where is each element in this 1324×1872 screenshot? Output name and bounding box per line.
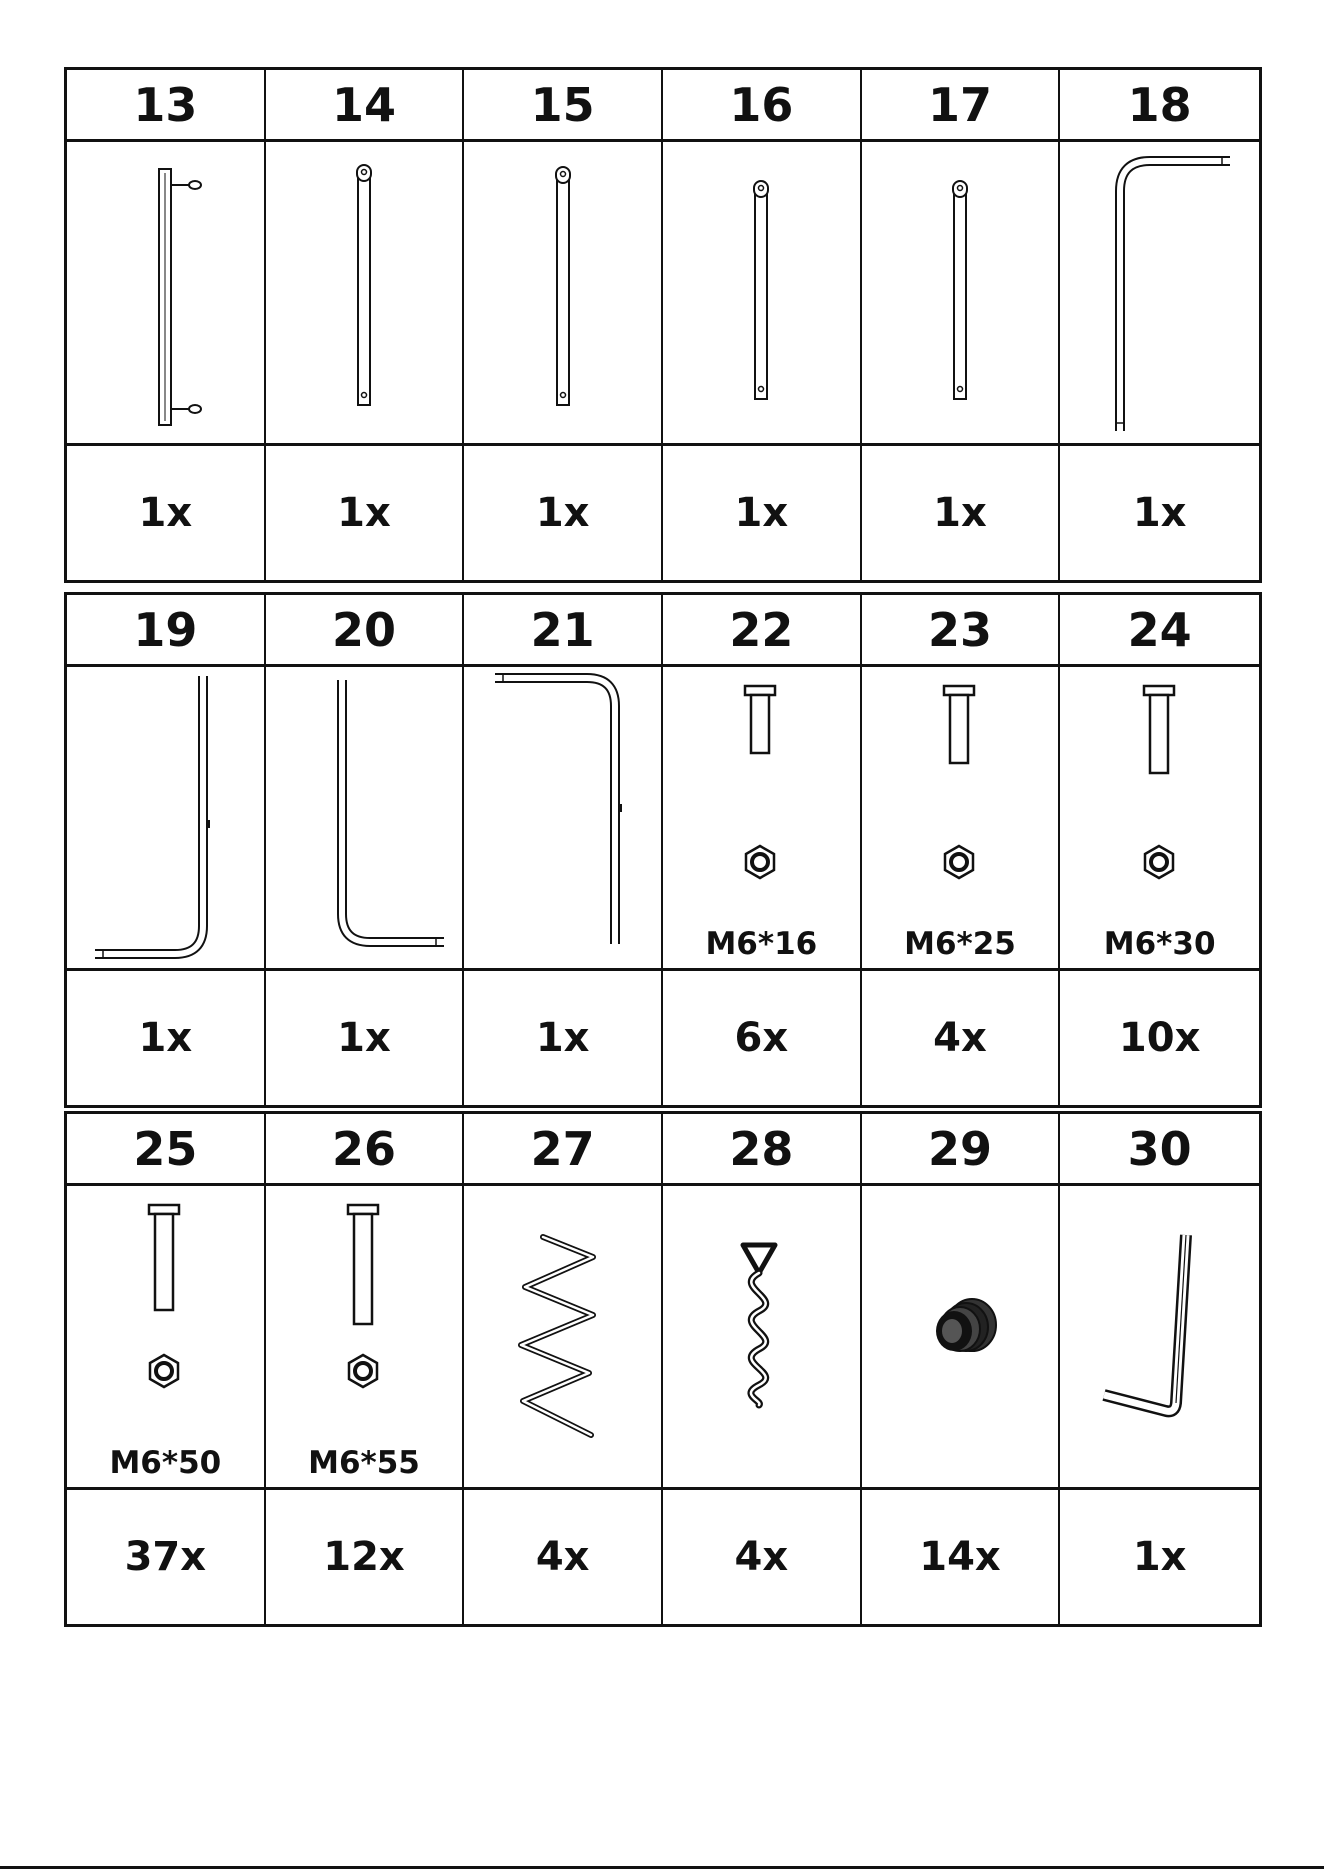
part-illustration	[862, 1186, 1061, 1490]
spring-icon	[465, 1187, 661, 1487]
part-illustration	[663, 142, 862, 446]
bent-tube-icon	[1062, 143, 1258, 443]
straight-tube-icon	[862, 143, 1058, 443]
part-number: 13	[67, 70, 266, 142]
quantity-label: 6x	[663, 971, 862, 1105]
part-illustration	[67, 667, 266, 971]
bolt-and-nut-icon	[862, 668, 1058, 968]
part-number: 28	[663, 1114, 862, 1186]
quantity-label: 4x	[663, 1490, 862, 1624]
bolt-size-label: M6*50	[109, 1445, 222, 1481]
part-number: 20	[266, 595, 465, 667]
bent-tube-icon	[67, 668, 263, 968]
part-illustration	[862, 142, 1061, 446]
straight-tube-with-two-brackets-icon	[67, 143, 263, 443]
bolt-size-label: M6*55	[308, 1445, 420, 1481]
part-illustration	[663, 667, 862, 971]
part-number: 26	[266, 1114, 465, 1186]
bolt-size-label: M6*30	[1103, 926, 1216, 962]
parts-table-section-2	[64, 592, 1262, 1108]
quantity-label: 1x	[266, 971, 465, 1105]
part-illustration	[67, 142, 266, 446]
bolt-size-label: M6*16	[705, 926, 818, 962]
allen-key-icon	[1062, 1187, 1258, 1487]
part-number: 27	[464, 1114, 663, 1186]
part-number: 30	[1060, 1114, 1259, 1186]
bolt-and-nut-icon	[663, 668, 859, 968]
quantity-label: 4x	[464, 1490, 663, 1624]
bent-tube-icon	[266, 668, 462, 968]
straight-tube-icon	[663, 143, 859, 443]
quantity-label: 37x	[67, 1490, 266, 1624]
part-illustration	[663, 1186, 862, 1490]
quantity-label: 1x	[862, 446, 1061, 580]
bolt-size-label: M6*25	[904, 926, 1016, 962]
part-number: 17	[862, 70, 1061, 142]
part-illustration	[1060, 1186, 1259, 1490]
quantity-label: 1x	[1132, 1534, 1187, 1580]
quantity-label: 1x	[464, 446, 663, 580]
part-illustration	[1060, 667, 1259, 971]
quantity-label: 4x	[862, 971, 1061, 1105]
bent-tube-icon	[465, 668, 661, 968]
straight-tube-icon	[266, 143, 462, 443]
part-illustration	[266, 142, 465, 446]
quantity-label: 1x	[464, 971, 663, 1105]
part-number: 15	[464, 70, 663, 142]
bolt-and-nut-icon	[266, 1187, 462, 1487]
quantity-label: 1x	[663, 446, 862, 580]
quantity-label: 1x	[67, 971, 266, 1105]
part-illustration	[464, 667, 663, 971]
quantity-label: 1x	[1132, 490, 1187, 536]
page-bottom-rule	[0, 1866, 1324, 1869]
part-illustration	[67, 1186, 266, 1490]
part-number: 29	[862, 1114, 1061, 1186]
part-number: 24	[1060, 595, 1259, 667]
part-number: 22	[663, 595, 862, 667]
ground-anchor-icon	[663, 1187, 859, 1487]
part-number: 14	[266, 70, 465, 142]
part-number: 23	[862, 595, 1061, 667]
parts-table-section-3	[64, 1111, 1262, 1627]
quantity-label: 1x	[67, 446, 266, 580]
end-cap-icon	[862, 1187, 1058, 1487]
quantity-label: 14x	[862, 1490, 1061, 1624]
part-number: 18	[1060, 70, 1259, 142]
part-illustration	[464, 142, 663, 446]
bolt-and-nut-icon	[1062, 668, 1258, 968]
bolt-and-nut-icon	[67, 1187, 263, 1487]
part-number: 19	[67, 595, 266, 667]
part-number: 16	[663, 70, 862, 142]
quantity-label: 1x	[266, 446, 465, 580]
quantity-label: 12x	[266, 1490, 465, 1624]
straight-tube-icon	[465, 143, 661, 443]
part-illustration	[464, 1186, 663, 1490]
part-illustration	[266, 667, 465, 971]
quantity-label: 10x	[1118, 1015, 1201, 1061]
part-illustration	[862, 667, 1061, 971]
part-number: 25	[67, 1114, 266, 1186]
part-illustration	[266, 1186, 465, 1490]
part-number: 21	[464, 595, 663, 667]
part-illustration	[1060, 142, 1259, 446]
parts-table-section-1	[64, 67, 1262, 583]
